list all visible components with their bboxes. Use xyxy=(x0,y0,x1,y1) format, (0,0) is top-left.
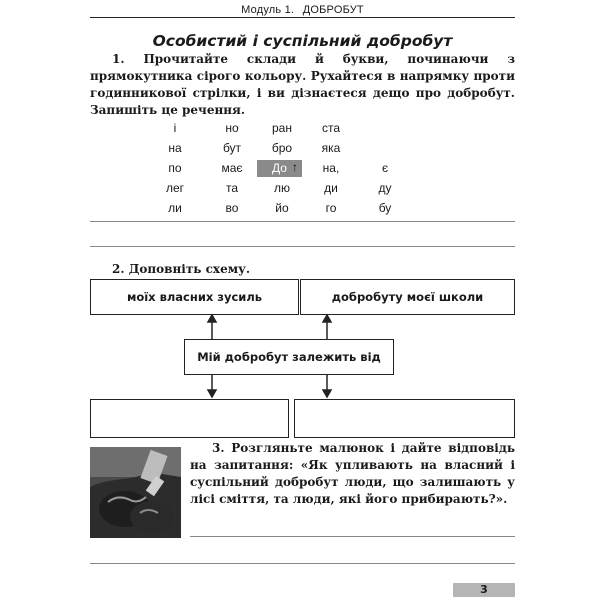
page-number: 3 xyxy=(453,583,515,597)
grid-cell: бут xyxy=(222,141,242,155)
header-module: Модуль 1. xyxy=(241,4,295,16)
grid-cell: яка xyxy=(321,141,341,155)
grid-cell: і xyxy=(173,121,177,135)
grid-cell: на, xyxy=(322,161,340,175)
task-1-number: 1. xyxy=(112,52,125,66)
page-title: Особистий і суспільний добробут xyxy=(152,32,453,50)
up-arrow-icon: ↑ xyxy=(292,160,298,174)
grid-cell-start-highlight: До ↑ xyxy=(257,160,302,177)
grid-cell: ду xyxy=(378,181,392,195)
grid-cell: ли xyxy=(168,201,182,215)
scheme-text-top-left: моїх власних зусиль xyxy=(126,290,263,304)
arrow-down-right-head xyxy=(323,390,331,397)
grid-cell: має xyxy=(221,161,243,175)
grid-cell: но xyxy=(225,121,239,135)
grid-cell: на xyxy=(168,141,182,155)
grid-cell: ди xyxy=(324,181,338,195)
grid-cell: та xyxy=(225,181,239,195)
header-topic: ДОБРОБУТ xyxy=(302,4,364,16)
arrow-down-left-head xyxy=(208,390,216,397)
grid-cell: бу xyxy=(378,201,392,215)
grid-cell: лег xyxy=(165,181,185,195)
arrow-up-right-head xyxy=(323,315,331,322)
grid-cell: бро xyxy=(271,141,293,155)
task-3 xyxy=(190,440,515,508)
task-3-number: 3. xyxy=(212,441,225,455)
grid-cell: лю xyxy=(273,181,290,195)
scheme-text-center: Мій добробут залежить від xyxy=(197,350,381,364)
arrow-up-left-head xyxy=(208,315,216,322)
task-1-text: Прочитайте склади й букви, починаючи з прямокутника сірого кольору. Рухайтеся в напрямку проти годинникової стрілки, і ви дізнаєтеся дещо про добробут. Запишіть це речення. xyxy=(90,52,515,117)
litter-photo-illustration xyxy=(90,447,181,538)
answer-line xyxy=(90,563,515,564)
grid-cell: по xyxy=(168,161,182,175)
grid-cell: го xyxy=(325,201,337,215)
grid-cell: йо xyxy=(275,201,289,215)
task-3-text: Розгляньте малюнок і дайте відповідь на запитання: «Як упливають на власний і суспільний добробут люди, що залишають у лісі сміття, та люди, які його прибирають?». xyxy=(190,441,515,506)
answer-line xyxy=(190,536,515,537)
task-2-number: 2. xyxy=(112,262,125,276)
grid-cell: во xyxy=(225,201,239,215)
scheme-text-top-right: добробуту моєї школи xyxy=(331,290,484,304)
grid-cell: є xyxy=(381,161,389,175)
grid-cell: ран xyxy=(272,121,292,135)
litter-photo xyxy=(90,447,181,538)
grid-cell: ста xyxy=(321,121,341,135)
task-2-text: Доповніть схему. xyxy=(128,262,250,276)
